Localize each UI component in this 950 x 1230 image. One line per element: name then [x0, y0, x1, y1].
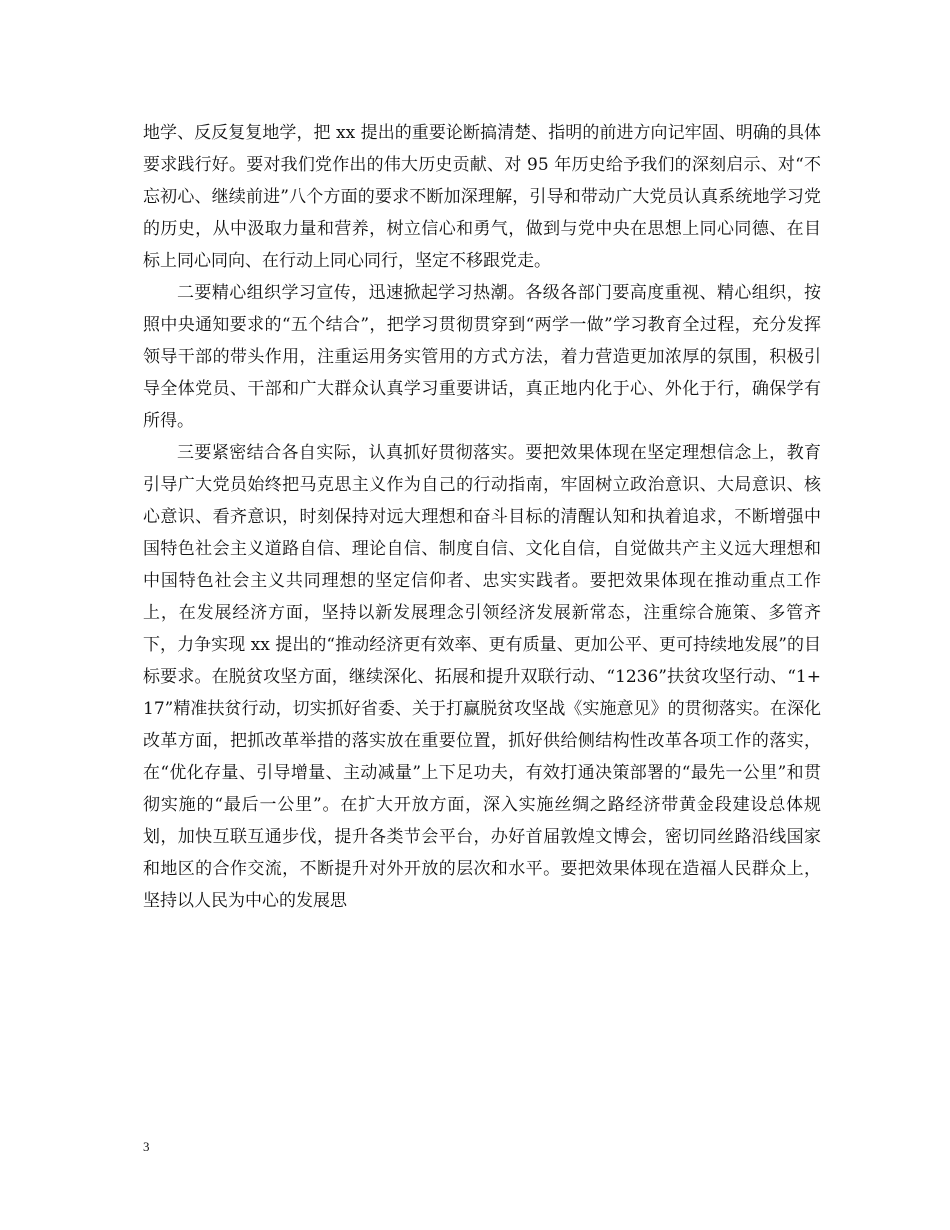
document-body	[143, 117, 821, 917]
page-number: 3	[143, 1139, 150, 1154]
paragraph-continued: 地学、反反复复地学，把 xx 提出的重要论断搞清楚、指明的前进方向记牢固、明确的具体要求践行好。要对我们党作出的伟大历史贡献、对 95 年历史给予我们的深刻启示、对“不忘初心、继续前进”八个方面的要求不断加深理解，引导和带动广大党员认真系统地学习党的历史，从中汲取力量和营养，树立信心和勇气，做到与党中央在思想上同心同德、在目标上同心同向、在行动上同心同行，坚定不移跟党走。	[143, 123, 821, 271]
paragraph-second-point: 二要精心组织学习宣传，迅速掀起学习热潮。各级各部门要高度重视、精心组织，按照中央通知要求的“五个结合”，把学习贯彻贯穿到“两学一做”学习教育全过程，充分发挥领导干部的带头作用，注重运用务实管用的方式方法，着力营造更加浓厚的氛围，积极引导全体党员、干部和广大群众认真学习重要讲话，真正地内化于心、外化于行，确保学有所得。	[143, 283, 821, 431]
paragraph-third-point: 三要紧密结合各自实际，认真抓好贯彻落实。要把效果体现在坚定理想信念上，教育引导广大党员始终把马克思主义作为自己的行动指南，牢固树立政治意识、大局意识、核心意识、看齐意识，时刻保持对远大理想和奋斗目标的清醒认知和执着追求，不断增强中国特色社会主义道路自信、理论自信、制度自信、文化自信，自觉做共产主义远大理想和中国特色社会主义共同理想的坚定信仰者、忠实实践者。要把效果体现在推动重点工作上，在发展经济方面，坚持以新发展理念引领经济发展新常态，注重综合施策、多管齐下，力争实现 xx 提出的“推动经济更有效率、更有质量、更加公平、更可持续地发展”的目标要求。在脱贫攻坚方面，继续深化、拓展和提升双联行动、“1236”扶贫攻坚行动、“1+17”精准扶贫行动，切实抓好省委、关于打赢脱贫攻坚战《实施意见》的贯彻落实。在深化改革方面，把抓改革举措的落实放在重要位置，抓好供给侧结构性改革各项工作的落实，在“优化存量、引导增量、主动减量”上下足功夫，有效打通决策部署的“最先一公里”和贯彻实施的“最后一公里”。在扩大开放方面，深入实施丝绸之路经济带黄金段建设总体规划，加快互联互通步伐，提升各类节会平台，办好首届敦煌文博会，密切同丝路沿线国家和地区的合作交流，不断提升对外开放的层次和水平。要把效果体现在造福人民群众上，坚持以人民为中心的发展思	[143, 443, 821, 911]
